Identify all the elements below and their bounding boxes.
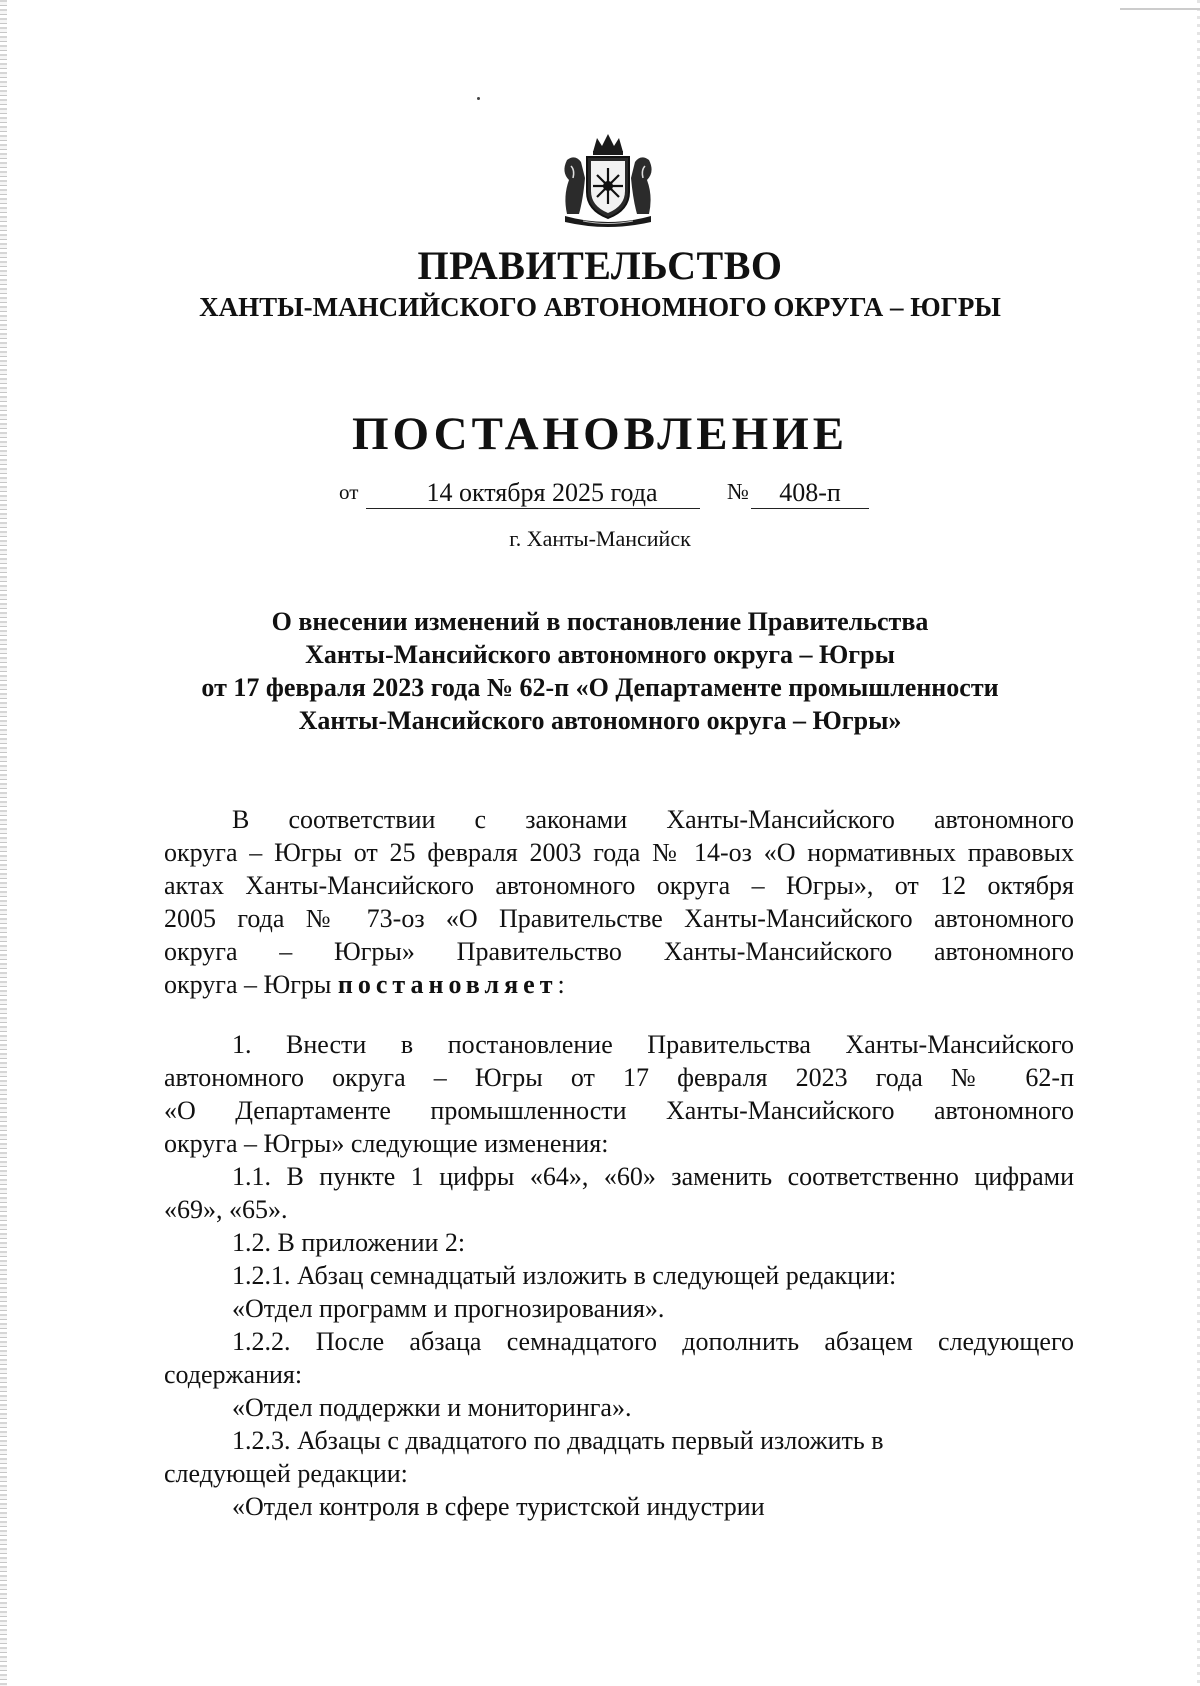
preamble-line: 2005 года № 73-оз «О Правительстве Ханты-Мансийского автономного (164, 904, 1074, 933)
clause-1-2-3-line: следующей редакции: (164, 1459, 408, 1488)
clause-line: округа – Югры» следующие изменения: (164, 1129, 609, 1158)
heading-line: от 17 февраля 2023 года № 62-п «О Департаменте промышленности (201, 673, 999, 702)
scan-speck (477, 97, 480, 100)
clause-1-2-3-line: 1.2.3. Абзацы с двадцатого по двадцать первый изложить в (232, 1426, 884, 1455)
government-title: ПРАВИТЕЛЬСТВО (417, 243, 783, 288)
heading-line: Ханты-Мансийского автономного округа – Югры» (298, 706, 902, 735)
clause-1-2-2-line: содержания: (164, 1360, 303, 1389)
coat-of-arms-icon (553, 130, 663, 230)
resolves-word: постановляет (337, 970, 558, 999)
document-number: 408-п (751, 478, 869, 509)
quoted-text: «Отдел поддержки и мониторинга». (232, 1393, 632, 1422)
preamble (164, 803, 1074, 1001)
preamble-last-line (164, 968, 1074, 1001)
heading-line: Ханты-Мансийского автономного округа – Югры (305, 640, 895, 669)
clause-line: 1. Внести в постановление Правительства Ханты-Мансийского (232, 1030, 1074, 1059)
date-prefix: от (339, 480, 359, 504)
issuing-city: г. Ханты-Мансийск (509, 526, 691, 551)
number-prefix: № (727, 479, 749, 504)
preamble-line: округа – Югры» Правительство Ханты-Мансийского автономного (164, 937, 1074, 966)
clause-1-2-1: 1.2.1. Абзац семнадцатый изложить в следующей редакции: (232, 1261, 897, 1290)
clause-1-2-2-line: 1.2.2. После абзаца семнадцатого дополнить абзацем следующего (232, 1327, 1074, 1356)
document-dateline (339, 478, 879, 510)
clause-1 (164, 1028, 1074, 1523)
preamble-line-start: округа – Югры (164, 970, 338, 999)
quoted-text: «Отдел контроля в сфере туристской индустрии (232, 1492, 765, 1521)
quoted-text: «Отдел программ и прогнозирования». (232, 1294, 665, 1323)
document-heading (0, 605, 1200, 737)
preamble-line: актах Ханты-Мансийского автономного округа – Югры», от 12 октября (164, 871, 1074, 900)
document-date: 14 октября 2025 года (366, 478, 700, 509)
clause-1-1-line: 1.1. В пункте 1 цифры «64», «60» заменить соответственно цифрами (232, 1162, 1074, 1191)
clause-line: автономного округа – Югры от 17 февраля 2023 года № 62-п (164, 1063, 1074, 1092)
clause-1-2: 1.2. В приложении 2: (232, 1228, 466, 1257)
clause-line: «О Департаменте промышленности Ханты-Мансийского автономного (164, 1096, 1074, 1125)
preamble-line-end: : (557, 970, 565, 999)
scan-edge-top (1120, 8, 1200, 10)
document-type: ПОСТАНОВЛЕНИЕ (351, 408, 849, 460)
clause-1-1-line: «69», «65». (164, 1195, 288, 1224)
preamble-line: округа – Югры от 25 февраля 2003 года № 14-оз «О нормативных правовых (164, 838, 1074, 867)
heading-line: О внесении изменений в постановление Правительства (271, 607, 929, 636)
government-subtitle: ХАНТЫ-МАНСИЙСКОГО АВТОНОМНОГО ОКРУГА – ЮГРЫ (199, 292, 1001, 322)
preamble-line: В соответствии с законами Ханты-Мансийского автономного (232, 805, 1074, 834)
